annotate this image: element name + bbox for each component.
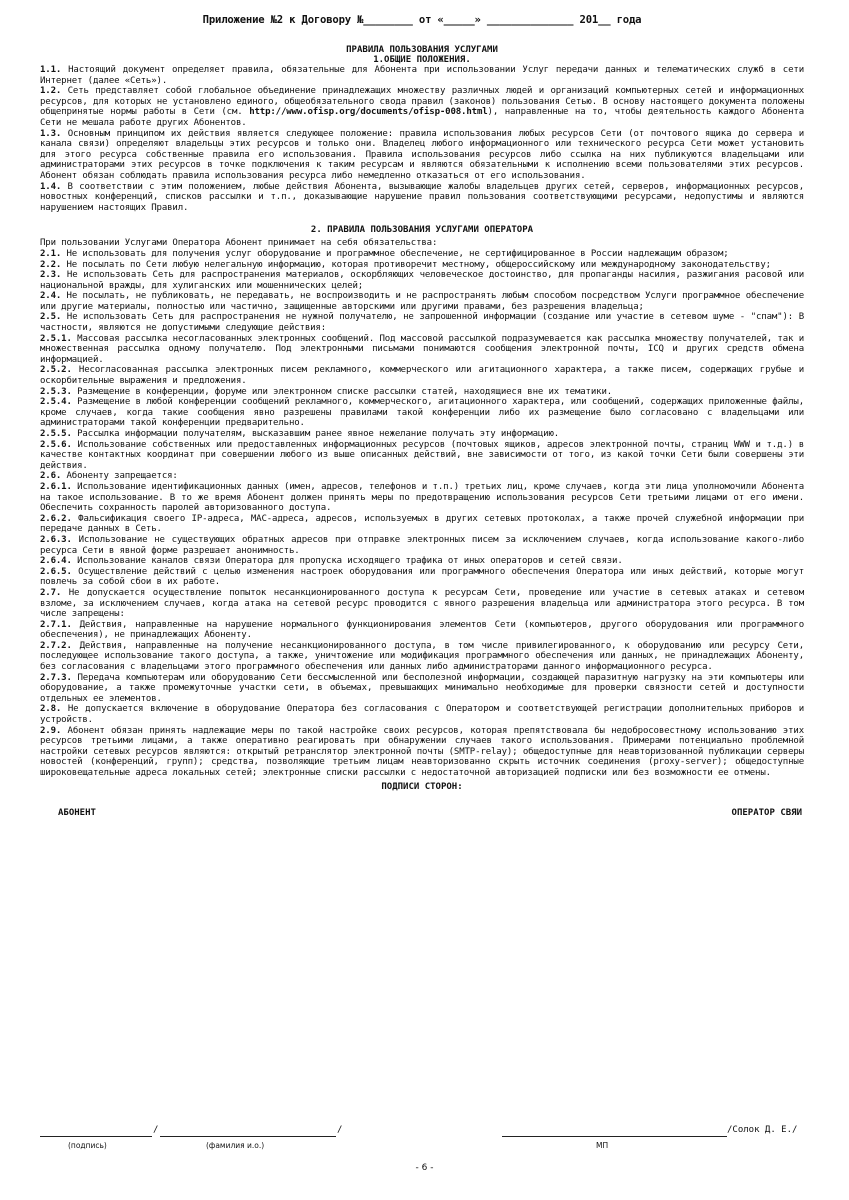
clause-text: Осуществление действий с целью изменения настроек оборудования или программного обеспечения Оператора или иных действий, которые могут повлечь за собой сбои в их работе.	[40, 566, 804, 588]
clause-text: Не использовать для получения услуг оборудование и программное обеспечение, не сертифицированное в России надлежащим образом;	[61, 248, 729, 259]
section-2-intro: При пользовании Услугами Оператора Абонент принимает на себя обязательства:	[40, 238, 438, 249]
clause-text: Основным принципом их действия является следующее положение: правила использования любых ресурсов Сети (от почтового ящика до сервера и канала связи) определяют владельцы этих ресурсов и только они. Владелец любого информационного или технического ресурса Сети может установить для этого ресурса собственные правила его использования. Правила использования ресурсов либо ссылка на них публикуются владельцами или администраторами этих ресурсов в точке подключения к таким ресурсам и являются обязательными к исполнению всеми пользователями этих ресурсов. Абонент обязан соблюдать правила использования ресурса либо немедленно отказаться от его использования.	[40, 128, 804, 181]
clause-number: 2.2.	[40, 259, 62, 270]
clause-2-1	[40, 249, 804, 260]
clause-1-3	[40, 129, 804, 182]
clause-number: 2.5.3.	[40, 386, 72, 397]
clause-number: 1.2.	[40, 86, 62, 97]
name-caption: (фамилия и.о.)	[206, 1141, 265, 1150]
clause-text: Абонент обязан принять надлежащие меры по такой настройке своих ресурсов, которая препятствовала бы недобросовестному использованию этих ресурсов третьими лицами, а также оперативно реагировать при обнаружении случаев такого использования. Примерами потенциально проблемной настройки сетевых ресурсов являются: открытый ретранслятор электронной почты (SMTP-relay); общедоступные для неавторизованной публикации серверы новостей (конференций, групп); средства, позволяющие третьим лицам неавторизованно скрыть источник соединения (proxy-server); общедоступные широковещательные адреса локальных сетей; электронные списки рассылки с недостаточной авторизацией подписки или без возможности ее отмены.	[40, 725, 804, 778]
clause-text: Использование каналов связи Оператора для пропуска исходящего трафика от иных операторов и сетей связи.	[71, 556, 623, 567]
clause-number: 2.5.4.	[40, 397, 72, 408]
clause-text: Использование собственных или предоставленных информационных ресурсов (почтовых ящиков, адресов электронной почты, страниц WWW и т.д.) в качестве контактных координат при совершении любого из выше описанных действий, вне зависимости от того, из какой точки Сети были совершены эти действия.	[40, 439, 804, 471]
clause-2-5-5	[40, 429, 804, 440]
clause-number: 2.1.	[40, 248, 62, 259]
clause-number: 2.9.	[40, 725, 62, 736]
clause-number: 2.7.1.	[40, 619, 72, 630]
clause-2-7-3	[40, 673, 804, 705]
clause-2-2	[40, 260, 804, 271]
clause-number: 2.6.3.	[40, 534, 72, 545]
clause-number: 2.8.	[40, 704, 62, 715]
clause-2-5-2	[40, 365, 804, 386]
section-1-heading: 1.ОБЩИЕ ПОЛОЖЕНИЯ.	[373, 55, 471, 65]
document-page	[40, 14, 804, 852]
clause-2-6-3	[40, 535, 804, 556]
clause-2-7-1	[40, 620, 804, 641]
appendix-header: Приложение №2 к Договору №________ от «_____» ______________ 201__ года	[202, 14, 642, 26]
clause-number: 2.6.4.	[40, 556, 72, 567]
signature-caption: (подпись)	[68, 1141, 107, 1150]
clause-2-8	[40, 704, 804, 725]
clause-number: 2.6.5.	[40, 566, 72, 577]
clause-2-5-4	[40, 397, 804, 429]
clause-text: Несогласованная рассылка электронных писем рекламного, коммерческого или агитационного характера, а также писем, содержащих грубые и оскорбительные выражения и предложения.	[40, 365, 804, 387]
clause-2-6	[40, 471, 804, 482]
reference-link[interactable]: http://www.ofisp.org/documents/ofisp-008.html	[249, 107, 488, 118]
clause-text: Не использовать Сеть для распространения материалов, оскорбляющих человеческое достоинство, для пропаганды насилия, разжигания расовой или национальной вражды, для хулиганских или мошеннических целей;	[40, 270, 804, 291]
stamp-caption: МП	[596, 1141, 609, 1150]
clause-number: 2.7.2.	[40, 640, 72, 651]
clause-number: 1.1.	[40, 65, 62, 75]
clause-text: Рассылка информации получателям, высказавшим ранее явное нежелание получать эту информацию.	[71, 429, 560, 439]
clause-2-5-6	[40, 440, 804, 472]
clause-number: 2.7.3.	[40, 672, 72, 683]
clause-text: Использование не существующих обратных адресов при отправке электронных писем за исключением случаев, когда использование какого-либо ресурса Сети в явной форме разрешает анонимность.	[40, 534, 804, 556]
subscriber-signature-line	[40, 1136, 152, 1137]
clause-text: Не посылать по Сети любую нелегальную информацию, которая противоречит местному, общероссийскому или международному законодательству;	[61, 259, 771, 270]
clause-number: 2.6.1.	[40, 481, 72, 492]
clause-2-3	[40, 270, 804, 291]
document-title: ПРАВИЛА ПОЛЬЗОВАНИЯ УСЛУГАМИ	[346, 45, 498, 55]
clause-number: 2.6.2.	[40, 513, 72, 524]
clause-number: 2.6.	[40, 471, 62, 482]
clause-text: Настоящий документ определяет правила, обязательные для Абонента при использовании Услуг передачи данных и телематических служб в сети Интернет (далее «Сеть»).	[40, 65, 804, 86]
clause-2-7	[40, 588, 804, 620]
clause-text: Действия, направленные на нарушение нормального функционирования элементов Сети (компьютеров, другого оборудования или программного обеспечения), не принадлежащих Абоненту.	[40, 619, 804, 641]
page-number: - 6 -	[415, 1163, 434, 1173]
clause-text: Размещение в конференции, форуме или электронном списке рассылки статей, находящиеся вне их тематики.	[71, 386, 613, 397]
clause-number: 2.5.5.	[40, 429, 72, 439]
clause-number: 2.5.1.	[40, 333, 72, 344]
clause-1-2	[40, 86, 804, 128]
clause-number: 2.5.	[40, 312, 62, 323]
clause-text: Массовая рассылка несогласованных электронных сообщений. Под массовой рассылкой подразумевается как рассылка множеству получателей, так и множественная рассылка одному получателю. Под электронными письмами понимаются сообщения электронной почты, ICQ и других средств обмена информацией.	[40, 333, 804, 365]
clause-text: Размещение в любой конференции сообщений рекламного, коммерческого, агитационного характера, или сообщений, содержащих приложенные файлы, кроме случаев, когда такие сообщения явно разрешены правилами такой конференции либо их размещение было согласовано с владельцами или администраторами такой конференции предварительно.	[40, 397, 804, 429]
section-2-heading: 2. ПРАВИЛА ПОЛЬЗОВАНИЯ УСЛУГАМИ ОПЕРАТОРА	[310, 225, 534, 236]
subscriber-name-line	[160, 1136, 336, 1137]
clause-text-tail: ), направленные на то, чтобы деятельность каждого Абонента Сети не мешала работе других Абонентов.	[40, 107, 804, 128]
clause-text: Не использовать Сеть для распространения не нужной получателю, не запрошенной информации (создание или участие в сетевом шуме - "спам"): В частности, являются не допустимыми следующие действия:	[40, 312, 804, 334]
clause-number: 1.4.	[40, 181, 62, 192]
clause-1-4	[40, 182, 804, 214]
section-1-body	[40, 65, 804, 213]
signatures-heading: ПОДПИСИ СТОРОН:	[381, 781, 463, 792]
subscriber-label: АБОНЕНТ	[58, 807, 96, 818]
clause-number: 2.5.2.	[40, 365, 72, 376]
clause-2-9	[40, 726, 804, 779]
clause-number: 2.5.6.	[40, 439, 72, 450]
signature-block	[40, 792, 804, 852]
clause-2-6-4	[40, 556, 804, 567]
clause-text: Не допускается включение в оборудование Оператора без согласования с Оператором и соответствующей регистрации дополнительных приборов и устройств.	[40, 704, 804, 726]
clause-number: 2.3.	[40, 270, 62, 281]
clause-2-5-1	[40, 334, 804, 366]
clause-text: Не посылать, не публиковать, не передавать, не воспроизводить и не распространять любым способом посредством Услуги программное обеспечение или другие материалы, полностью или частично, защищенные авторскими или другими правами, без разрешения владельца;	[40, 291, 804, 312]
clause-text: Не допускается осуществление попыток несанкционированного доступа к ресурсам Сети, проведение или участие в сетевых атаках и сетевом взломе, за исключением случаев, когда атака на сетевой ресурс проводится с явного разрешения владельца или администратора этого ресурса. В том числе запрещены:	[40, 587, 804, 620]
name-slash: /	[337, 1125, 343, 1135]
clause-2-5	[40, 312, 804, 333]
operator-label: ОПЕРАТОР СВЯИ	[731, 807, 802, 818]
clause-text: Передача компьютерам или оборудованию Сети бессмысленной или бесполезной информации, создающей паразитную нагрузку на эти компьютеры или оборудование, а также промежуточные участки сети, в объемах, превышающих минимально необходимые для проверки связности сетей и доступности отдельных ее элементов.	[40, 672, 804, 704]
clause-2-7-2	[40, 641, 804, 673]
clause-text: Действия, направленные на получение несанкционированного доступа, в том числе привилегированного, к оборудованию или ресурсу Сети, последующее использование такого доступа, а также, уничтожение или модификация программного обеспечения или данных, не принадлежащих Абоненту, без согласования с владельцами этого программного обеспечения или данных либо администраторами данного информационного ресурса.	[40, 640, 804, 673]
clause-1-1	[40, 65, 804, 86]
clause-text: Абоненту запрещается:	[61, 471, 178, 482]
signature-slash: /	[153, 1125, 159, 1135]
section-2-body	[40, 249, 804, 779]
clause-text: Фальсификация своего IP-адреса, MAC-адреса, адресов, используемых в других сетевых протоколах, а также прочей служебной информации при передаче данных в Сеть.	[40, 513, 804, 535]
operator-name: /Солок Д. Е./	[727, 1125, 798, 1135]
clause-2-4	[40, 291, 804, 312]
clause-text: Сеть представляет собой глобальное объединение принадлежащих множеству различных людей и организаций компьютерных сетей и информационных ресурсов, для которых не установлено единого, общеобязательного свода правил (законов) пользования Сетью. В основу настоящего документа положены общепринятые нормы работы в Сети (см.	[40, 86, 804, 118]
clause-number: 1.3.	[40, 128, 62, 139]
operator-signature-line	[502, 1136, 727, 1137]
clause-number: 2.4.	[40, 291, 62, 302]
clause-2-6-1	[40, 482, 804, 514]
clause-text: В соответствии с этим положением, любые действия Абонента, вызывающие жалобы владельцев других сетей, серверов, информационных ресурсов, новостных конференций, списков рассылки и т.п., доказывающие нарушение правил пользования соответствующими ресурсами, недопустимы и являются нарушением настоящих Правил.	[40, 181, 804, 213]
clause-2-6-2	[40, 514, 804, 535]
clause-number: 2.7.	[40, 587, 62, 598]
clause-2-6-5	[40, 567, 804, 588]
clause-2-5-3	[40, 387, 804, 398]
clause-text: Использование идентификационных данных (имен, адресов, телефонов и т.п.) третьих лиц, кроме случаев, когда эти лица уполномочили Абонента на такое использование. В то же время Абонент должен принять меры по предотвращению использования ресурсов Сети третьими лицами от его имени. Обеспечить сохранность паролей авторизованного доступа.	[40, 481, 804, 514]
